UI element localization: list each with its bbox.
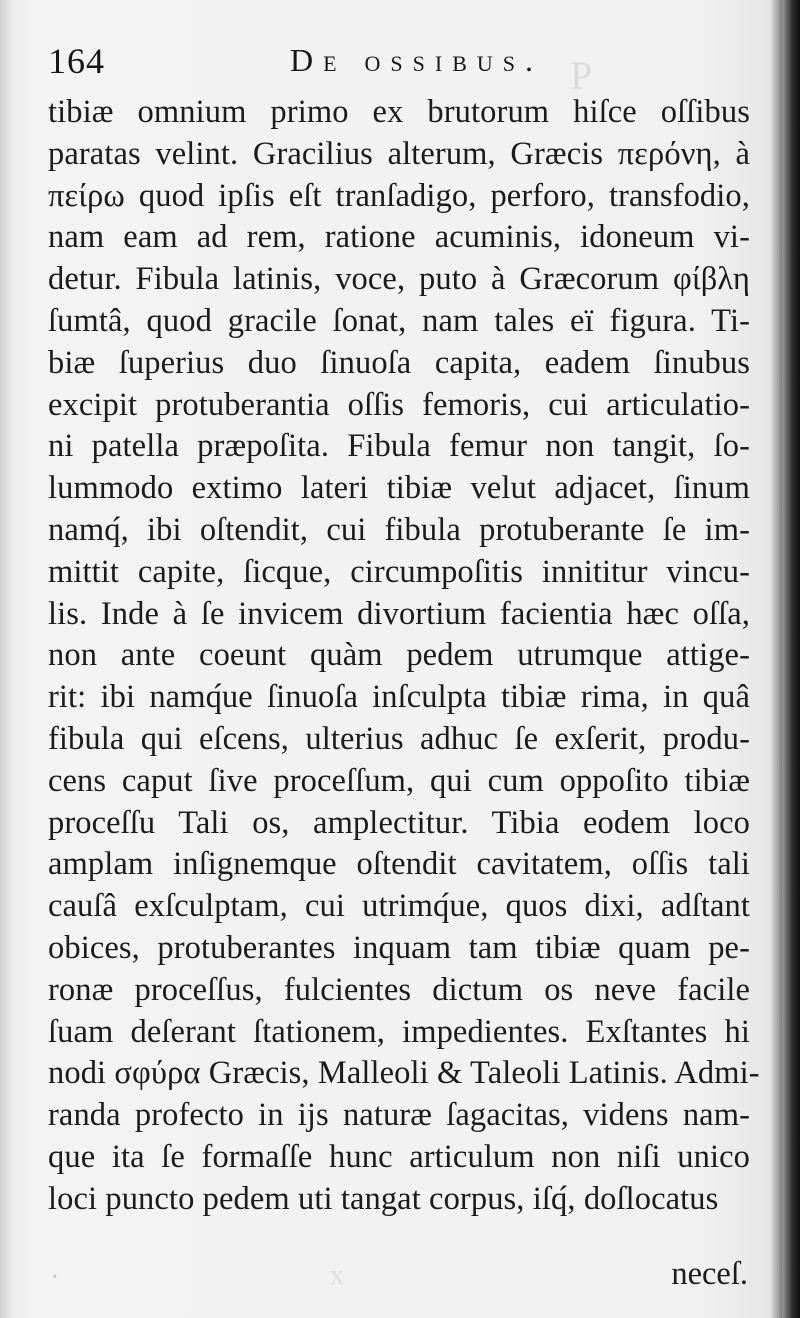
show-through-text: x xyxy=(330,1260,344,1291)
text-line: randa profecto in ijs naturæ ſagacitas, videns nam- xyxy=(48,1097,750,1134)
faint-bleed-mark: · xyxy=(50,1262,74,1293)
text-line: ni patella præpoſita. Fibula femur non tangit, ſo- xyxy=(48,428,750,465)
page-header xyxy=(48,40,748,88)
running-title: De ossibus. xyxy=(290,42,544,78)
show-through-text: P xyxy=(570,53,593,98)
text-line: proceſſu Tali os, amplectitur. Tibia eodem loco xyxy=(48,804,750,841)
text-line: ronæ proceſſus, fulcientes dictum os neve facile xyxy=(48,971,750,1008)
text-line: excipit protuberantia oſſis femoris, cui articulatio- xyxy=(48,386,750,423)
text-line: namq́, ibi oſtendit, cui fibula protuberante ſe im- xyxy=(48,511,750,548)
text-line: lummodo extimo lateri tibiæ velut adjacet, ſinum xyxy=(48,470,750,507)
text-line: mittit capite, ſicque, circumpoſitis innititur vincu- xyxy=(48,553,750,590)
page-gutter-shadow xyxy=(782,0,800,1318)
text-line: cens caput ſive proceſſum, qui cum oppoſito tibiæ xyxy=(48,762,750,799)
text-line: nodi σφύρα Græcis, Malleoli & Taleoli Latinis. Admi- xyxy=(48,1055,760,1092)
text-line: ſumtâ, quod gracile ſonat, nam tales eï figura. Ti- xyxy=(48,302,750,339)
text-line: detur. Fibula latinis, voce, puto à Græcorum φίβλη xyxy=(48,261,750,298)
text-line: obices, protuberantes inquam tam tibiæ quam pe- xyxy=(48,929,750,966)
text-line: πείρω quod ipſis eſt tranſadigo, perforo, transfodio, xyxy=(48,177,750,214)
text-line: non ante coeunt quàm pedem utrumque attige- xyxy=(48,637,750,674)
text-line: cauſâ exſculptam, cui utrimq́ue, quos dixi, adſtant xyxy=(48,888,750,925)
text-line: loci puncto pedem uti tangat corpus, iſq́, doſlocatus xyxy=(48,1180,719,1217)
text-line: lis. Inde à ſe invicem divortium facientia hæc oſſa, xyxy=(48,595,750,632)
text-line: amplam inſignemque oſtendit cavitatem, oſſis tali xyxy=(48,846,750,883)
text-line: biæ ſuperius duo ſinuoſa capita, eadem ſinubus xyxy=(48,344,750,381)
catchword: neceſ. xyxy=(671,1256,748,1292)
text-line: paratas velint. Gracilius alterum, Græcis περόνη, à xyxy=(48,135,750,172)
text-line: tibiæ omnium primo ex brutorum hiſce oſſibus xyxy=(48,94,750,130)
text-line: rit: ibi namq́ue ſinuoſa inſculpta tibiæ rima, in quâ xyxy=(48,679,750,716)
text-line: nam eam ad rem, ratione acuminis, idoneum vi- xyxy=(48,219,750,256)
text-line: ſuam deſerant ſtationem, impedientes. Exſtantes hi xyxy=(48,1013,750,1050)
text-line: que ita ſe formaſſe hunc articulum non niſi unico xyxy=(48,1138,750,1175)
text-line: fibula qui eſcens, ulterius adhuc ſe exſerit, produ- xyxy=(48,720,750,757)
body-text xyxy=(48,92,760,1221)
page-number: 164 xyxy=(48,41,105,81)
